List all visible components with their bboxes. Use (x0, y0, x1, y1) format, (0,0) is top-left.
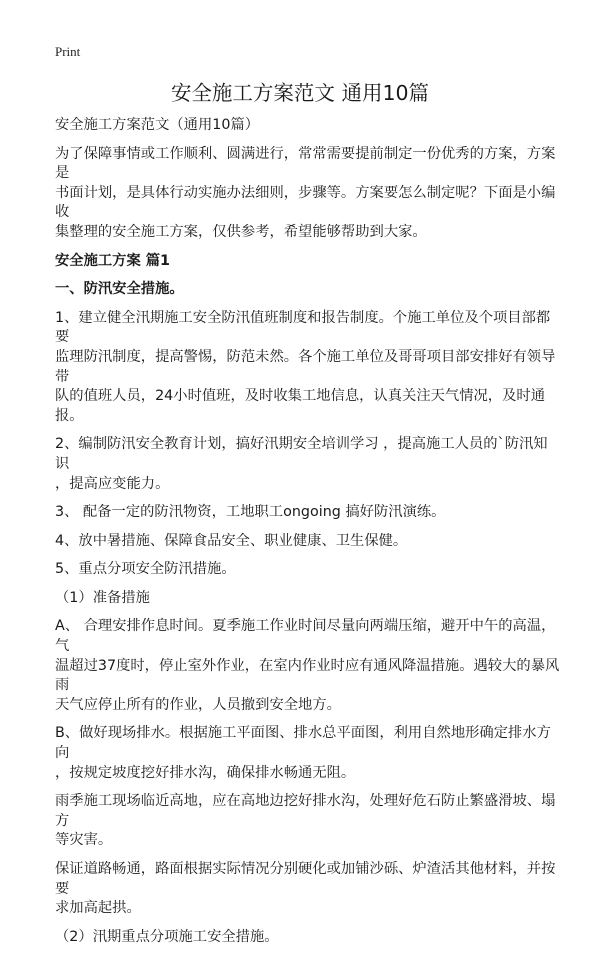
list-item: 1、建立健全汛期施工安全防汛值班制度和报告制度。个施工单位及个项目部都要 监理防汛制度，提高警惕，防范未然。各个施工单位及哥哥项目部安排好有领导带 队的值班人员，24小时值班，及时收集工地信息，认真关注天气情况，及时通报。 (55, 309, 556, 424)
list-item: 2、编制防汛安全教育计划，搞好汛期安全培训学习 ，提高施工人员的`防汛知识 ，提高应变能力。 (55, 436, 548, 492)
print-label[interactable]: Print (55, 44, 81, 59)
prep-item: A、 合理安排作息时间。夏季施工作业时间尽量向两端压缩，避开中午的高温，气 温超过37度时，停止室外作业，在室内作业时应有通风降温措施。遇较大的暴风雨 天气应停止所有的作业，人员撤到安全地方。 (55, 618, 560, 713)
prep-item: 雨季施工现场临近高地，应在高地边挖好排水沟，处理好危石防止繁盛滑坡、塌方 等灾害。 (55, 793, 556, 849)
list-item: 5、重点分项安全防汛措施。 (55, 561, 236, 578)
sub-heading: 一、防汛安全措施。 (55, 281, 184, 298)
intro-paragraph: 为了保障事情或工作顺利、圆满进行，常常需要提前制定一份优秀的方案，方案是 书面计划，是具体行动实施办法细则，步骤等。方案要怎么制定呢？下面是小编收 集整理的安全施工方案，仅供参考，希望能够帮助到大家。 (55, 145, 556, 240)
prep-item: 保证道路畅通，路面根据实际情况分别硬化或加铺沙砾、炉渣活其他材料，并按要 求加高起拱。 (55, 861, 556, 917)
prep-heading: （1）准备措施 (55, 589, 150, 606)
list-item: 4、放中暑措施、保障食品安全、职业健康、卫生保健。 (55, 532, 408, 549)
list-item: 3、 配备一定的防汛物资，工地职工ongoing 搞好防汛演练。 (55, 504, 446, 521)
prep-item: B、做好现场排水。根据施工平面图、排水总平面图，利用自然地形确定排水方向 ，按规定坡度挖好排水沟，确保排水畅通无阻。 (55, 725, 551, 781)
subtitle: 安全施工方案范文（通用10篇） (55, 117, 260, 133)
flood-heading: （2）汛期重点分项施工安全措施。 (55, 928, 279, 945)
page-title: 安全施工方案范文 通用10篇 (170, 81, 430, 105)
section-heading: 安全施工方案 篇1 (55, 252, 171, 269)
